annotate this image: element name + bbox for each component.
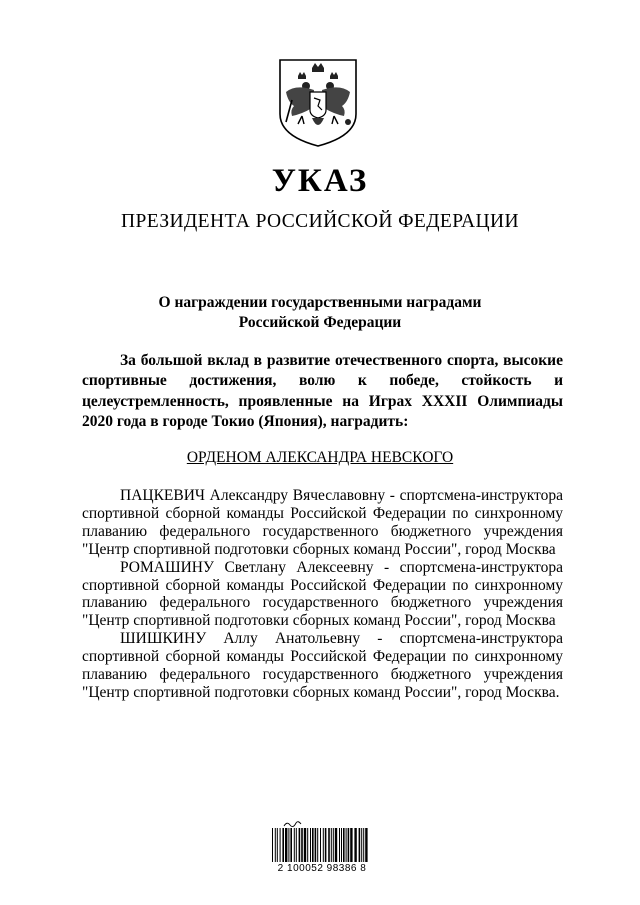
barcode-bar: [307, 828, 308, 862]
initials-mark: [284, 822, 301, 827]
decree-heading: [0, 293, 640, 332]
order-name: ОРДЕНОМ АЛЕКСАНДРА НЕВСКОГО: [186, 449, 454, 466]
barcode-bar: [312, 828, 314, 862]
barcode-icon: [270, 820, 370, 862]
barcode-bar: [280, 828, 281, 862]
barcode-bar: [317, 828, 318, 862]
barcode-bar: [331, 828, 332, 862]
coat-of-arms-icon: [276, 56, 360, 148]
barcode-number: 2 100052 98386 8: [277, 863, 367, 874]
barcode-bar: [304, 828, 306, 862]
barcode-bar: [328, 828, 330, 862]
heading-line-2: Российской Федерации: [238, 313, 402, 331]
awardee-list: [82, 487, 563, 702]
heading-line-1: О награждении государственными наградами: [158, 294, 482, 311]
barcode-bar: [341, 828, 342, 862]
barcode-bar: [363, 828, 364, 862]
barcode-bar: [339, 828, 340, 862]
barcode-bar: [361, 828, 362, 862]
barcode-bar: [335, 828, 337, 862]
barcode-bar: [359, 828, 361, 862]
barcode-bar: [285, 828, 287, 862]
barcode-bar: [296, 828, 297, 862]
barcode-bar: [320, 828, 321, 862]
barcode-bar: [275, 828, 276, 862]
barcode-bar: [325, 828, 327, 862]
awardee-paragraph: ПАЦКЕВИЧ Александру Вячеславовну - спортсмена-инструктора спортивной сборной команды Российской Федерации по синхронному плаванию федерального государственного бюджетного учреждения "Центр спортивной подготовки сборных команд России", город Москва: [82, 487, 563, 558]
barcode-bar: [354, 828, 356, 862]
barcode-bar: [310, 828, 311, 862]
barcode-bar: [288, 828, 289, 862]
barcode-bar: [294, 828, 295, 862]
barcode-bar: [301, 828, 303, 862]
barcode-bar: [346, 828, 347, 862]
decree-subtitle: ПРЕЗИДЕНТА РОССИЙСКОЙ ФЕДЕРАЦИИ: [121, 211, 519, 232]
barcode-bar: [348, 828, 350, 862]
barcode-bar: [343, 828, 345, 862]
awardee-paragraph: ШИШКИНУ Аллу Анатольевну - спортсмена-инструктора спортивной сборной команды Российской Федерации по синхронному плаванию федерального государственного бюджетного учреждения "Центр спортивной подготовки сборных команд России", город Москва.: [82, 630, 563, 701]
awardee-paragraph: РОМАШИНУ Светлану Алексеевну - спортсмена-инструктора спортивной сборной команды Российской Федерации по синхронному плаванию федерального государственного бюджетного учреждения "Центр спортивной подготовки сборных команд России", город Москва: [82, 558, 563, 630]
barcode-bar: [299, 828, 301, 862]
barcode-bar: [290, 828, 292, 862]
barcode-bar: [350, 828, 352, 862]
decree-preamble: За большой вклад в развитие отечественного спорта, высокие спортивные достижения, волю к победе, стойкость и целеустремленность, проявленные на Играх XXXII Олимпиады 2020 года в городе Токио (Япония), наградить:: [82, 352, 563, 430]
decree-title: УКАЗ: [271, 163, 369, 199]
barcode-bar: [365, 828, 367, 862]
barcode-bar: [272, 828, 273, 862]
barcode-bar: [277, 828, 278, 862]
barcode-bar: [315, 828, 317, 862]
barcode-bar: [323, 828, 324, 862]
barcode-bar: [333, 828, 334, 862]
barcode-bar: [282, 828, 284, 862]
